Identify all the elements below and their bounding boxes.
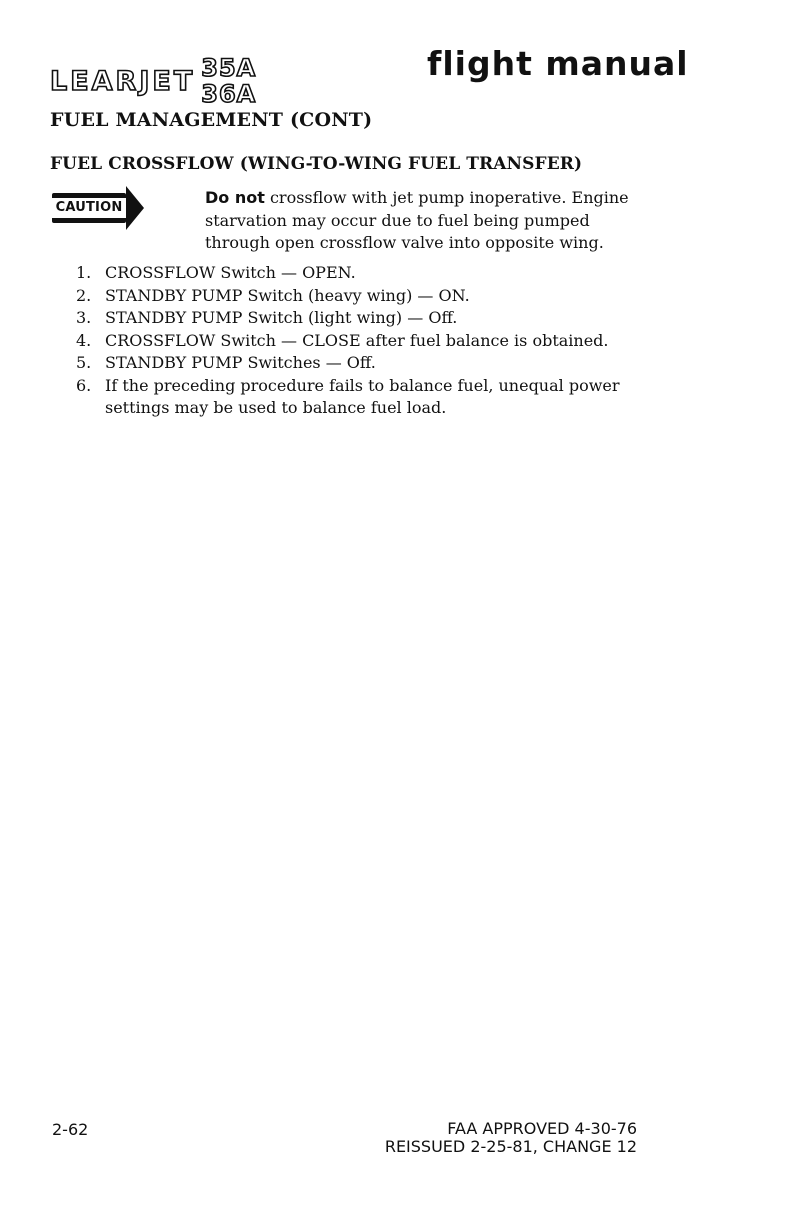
step-text: STANDBY PUMP Switch (light wing) — Off. — [105, 308, 458, 327]
step-text: If the preceding procedure fails to balance fuel, unequal power settings may be used to balance fuel load. — [105, 375, 620, 417]
step-item — [68, 285, 648, 308]
step-text: STANDBY PUMP Switches — Off. — [105, 353, 376, 372]
step-number: 1. — [76, 263, 92, 282]
caution-arrow-icon — [126, 186, 144, 230]
approval-date: FAA APPROVED 4-30-76 — [447, 1119, 637, 1138]
step-item — [68, 307, 648, 330]
step-number: 5. — [76, 353, 92, 372]
step-text: CROSSFLOW Switch — CLOSE after fuel balance is obtained. — [105, 330, 609, 350]
approval-block — [385, 1120, 637, 1156]
model-designations — [201, 55, 256, 107]
step-text: CROSSFLOW Switch — OPEN. — [105, 263, 356, 282]
step-item — [68, 375, 648, 420]
step-item — [68, 330, 648, 353]
step-item — [68, 352, 648, 375]
step-number: 6. — [76, 375, 92, 395]
subsection-title: FUEL CROSSFLOW (WING-TO-WING FUEL TRANSFER) — [50, 154, 583, 174]
brand-name: LEARJET — [50, 65, 196, 97]
step-number: 2. — [76, 285, 92, 305]
caution-box — [52, 193, 126, 223]
page-number: 2-62 — [52, 1120, 89, 1139]
caution-emphasis: Do not — [205, 188, 265, 207]
caution-text — [205, 187, 645, 255]
caution-body: crossflow with jet pump inoperative. Engine starvation may occur due to fuel being pumped through open crossflow valve into opposite wing. — [205, 188, 629, 252]
step-number: 3. — [76, 308, 92, 327]
model-35a: 35A — [201, 54, 257, 82]
step-text: STANDBY PUMP Switch (heavy wing) — ON. — [105, 285, 470, 305]
reissue-line: REISSUED 2-25-81, CHANGE 12 — [384, 1137, 637, 1156]
step-item — [68, 262, 648, 285]
caution-badge — [52, 187, 148, 231]
step-number: 4. — [76, 330, 92, 350]
caution-label: CAUTION — [51, 198, 128, 218]
section-title: FUEL MANAGEMENT (CONT) — [50, 109, 373, 131]
procedure-steps — [68, 262, 648, 420]
manual-title: flight manual — [427, 44, 689, 83]
model-36a: 36A — [201, 80, 257, 108]
learjet-logo — [50, 52, 256, 110]
